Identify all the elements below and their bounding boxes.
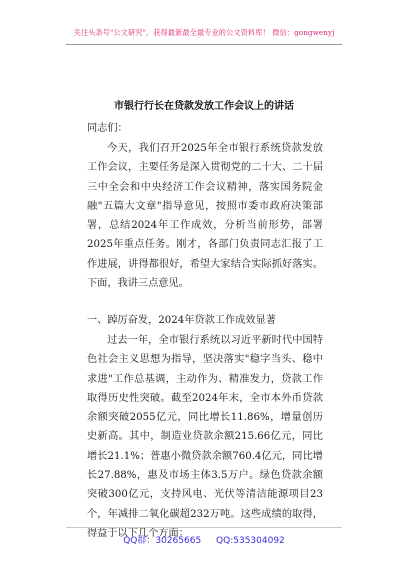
- footer-qq-group: QQ群：30265665: [123, 536, 202, 546]
- footer-qq-number: QQ:535304092: [216, 536, 285, 546]
- document-title: 市银行行长在贷款发放工作会议上的讲话: [114, 101, 294, 112]
- salutation: 同志们：: [87, 123, 128, 134]
- section-heading-1: 一、踔厉奋发，2024年贷款工作成效显著: [87, 315, 276, 326]
- paragraph-achievements: 过去一年，全市银行系统以习近平新时代中国特色社会主义思想为指导，坚决落实"稳字当头、稳中求进"工作总基调，主动作为、精准发力，贷款工作取得历史性突破。截至2024年末，全市本外币贷款余额突破2055亿元，同比增长11.86%，增量创历史新高。其中，制造业贷款余额215.66亿元，同比增长21.1%；普惠小微贷款余额760.4亿元，同比增长27.88%，惠及市场主体3.5万户。绿色贷款余额突破300亿元，支持风电、光伏等清洁能源项目23个，年减排二氧化碳超232万吨。这些成绩的取得，得益于以下几个方面：: [87, 335, 323, 539]
- footer-divider: [66, 527, 342, 528]
- paragraph-intro: 今天，我们召开2025年全市银行系统贷款发放工作会议，主要任务是深入贯彻党的二十大、二十届三中全会和中央经济工作会议精神，落实国务院金融"五篇大文章"指导意见，按照市委市政府决策部署，总结2024年工作成效，分析当前形势，部署2025年重点任务。刚才，各部门负责同志汇报了工作进展，讲得都很好，希望大家结合实际抓好落实。下面，我讲三点意见。: [87, 143, 323, 290]
- footer-contact: [0, 533, 408, 546]
- header-banner: 关注头条号"公文研究"，获得最新最全最专业的公文资料库！ 微信：gongwenyj: [73, 28, 335, 37]
- header-divider: [66, 44, 342, 45]
